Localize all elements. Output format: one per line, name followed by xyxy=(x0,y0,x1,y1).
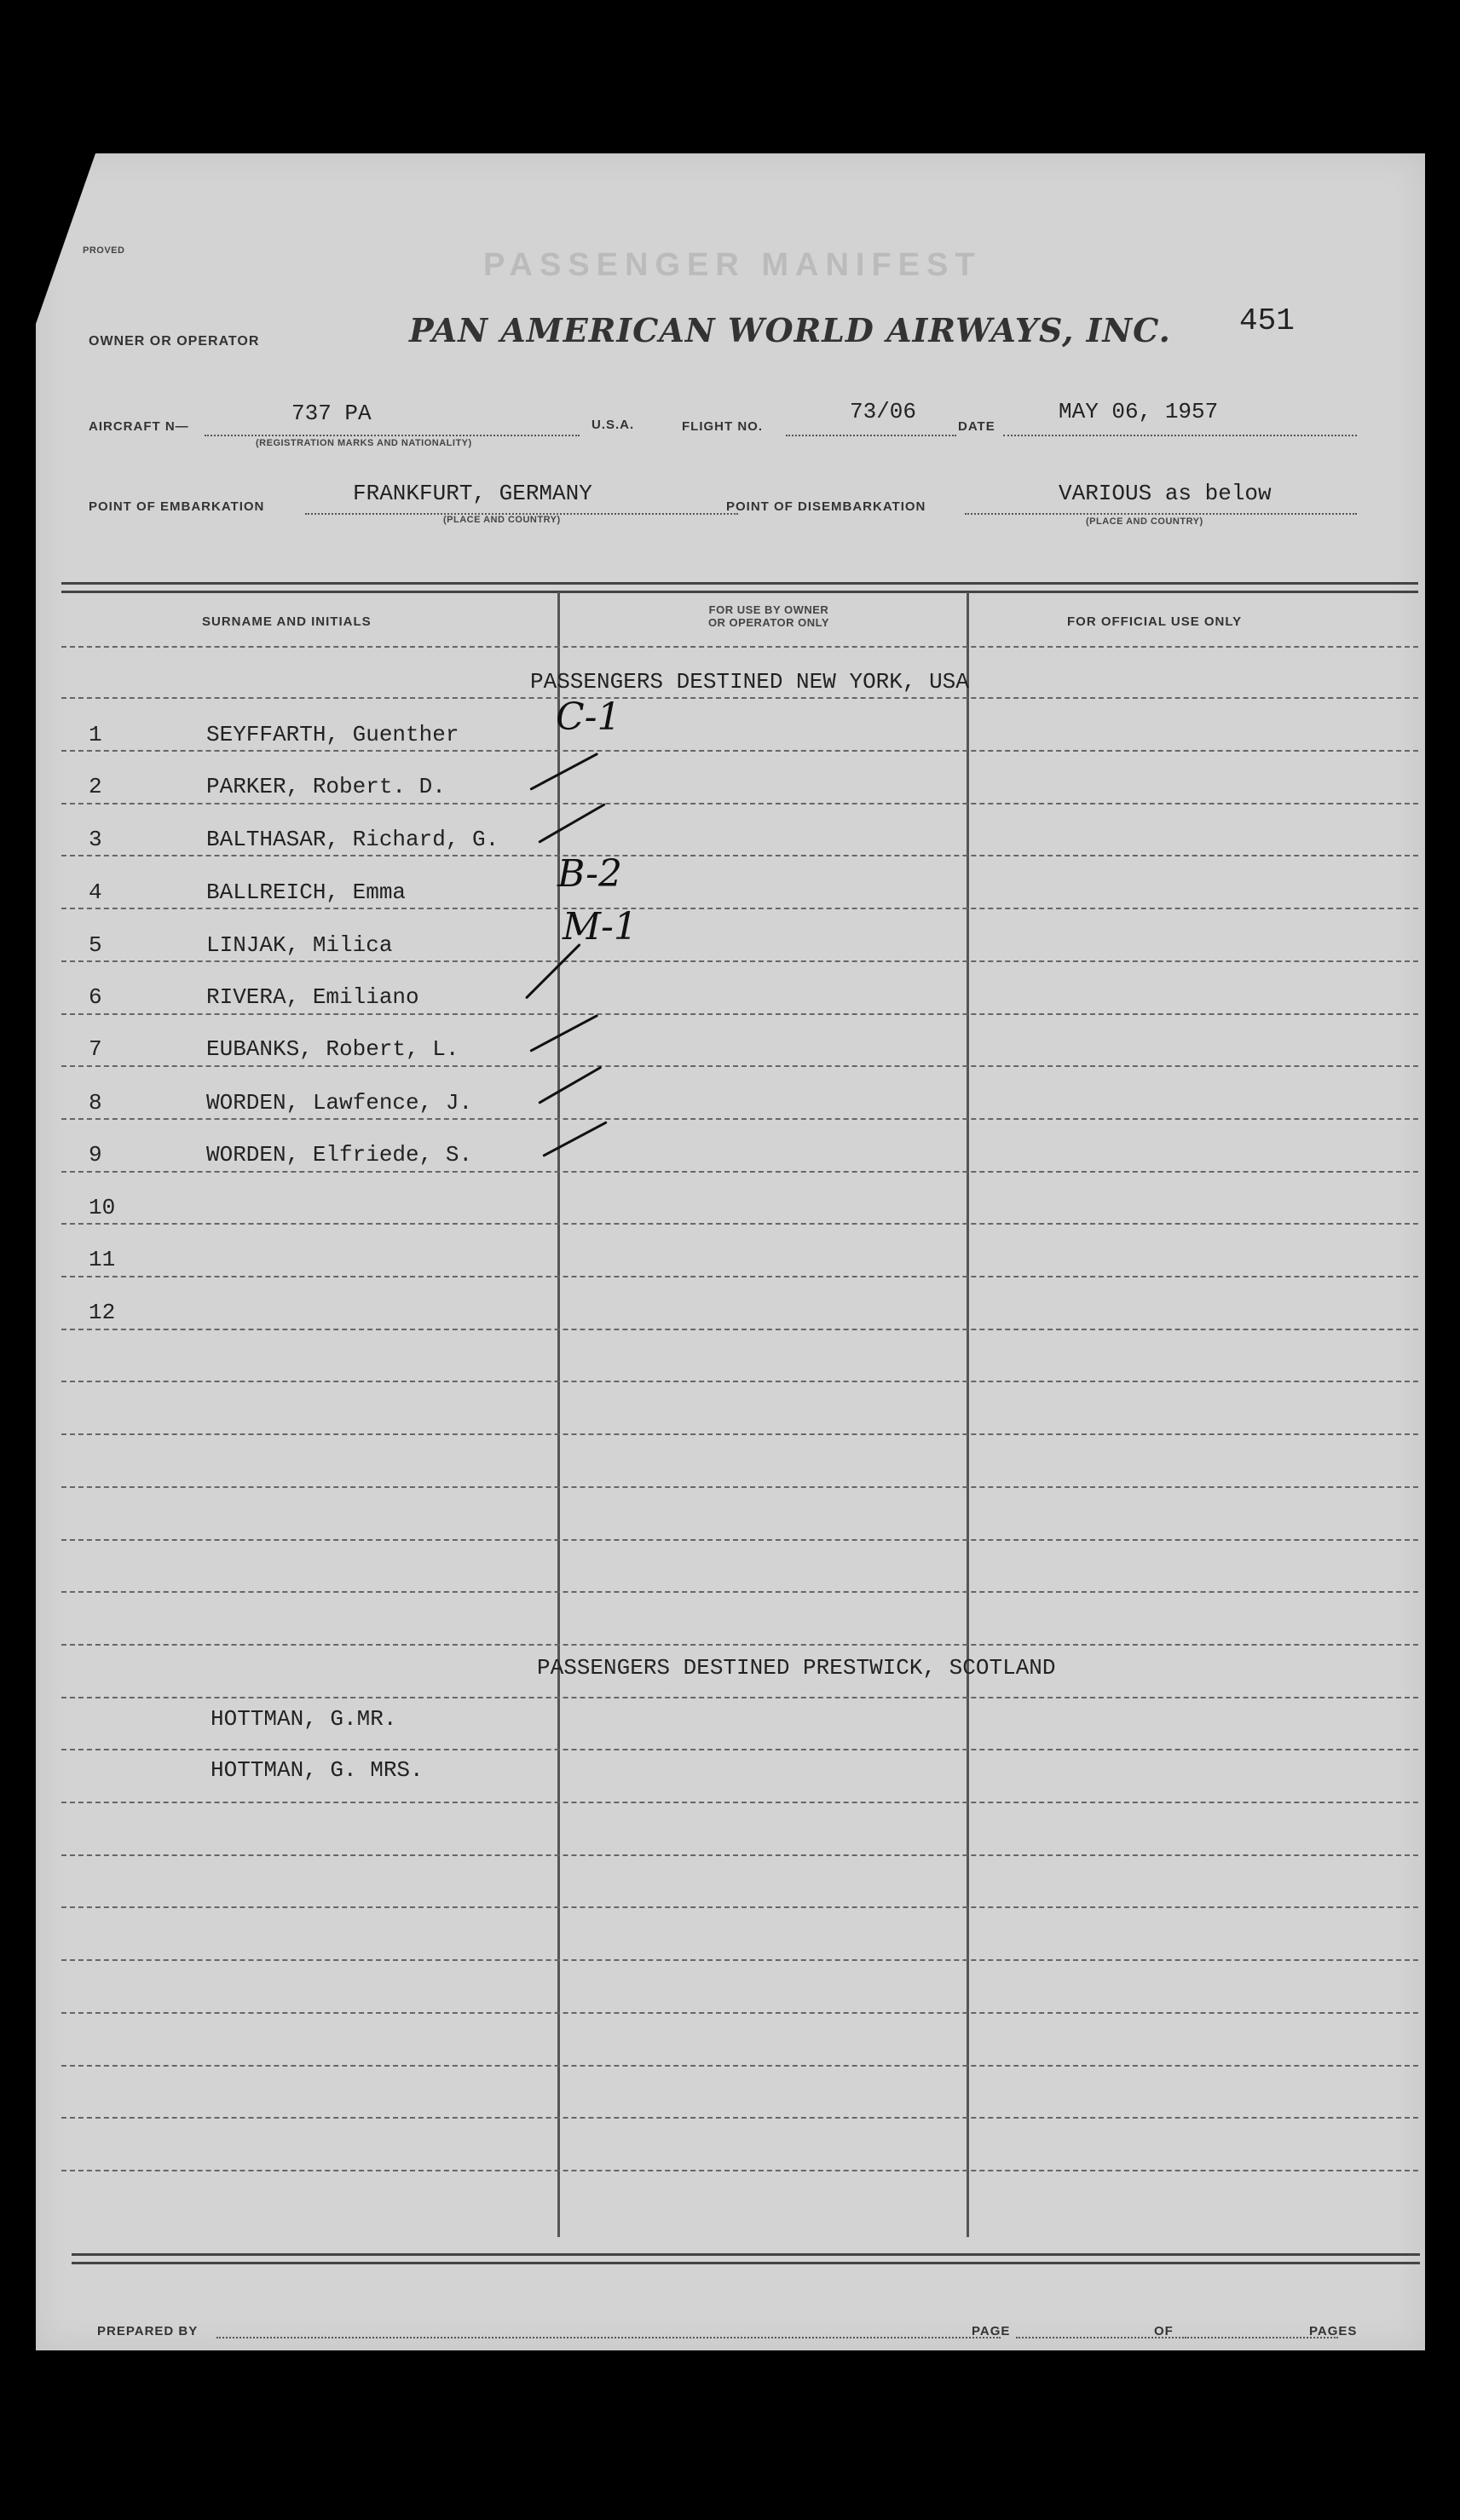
row-number: 8 xyxy=(89,1090,102,1116)
passenger-name: BALTHASAR, Richard, G. xyxy=(206,827,499,852)
col-owner-use-line2: OR OPERATOR ONLY xyxy=(707,616,830,629)
date-label: DATE xyxy=(958,419,995,434)
pages-label: PAGES xyxy=(1309,2324,1358,2338)
row-number: 10 xyxy=(89,1195,116,1220)
row-rule xyxy=(61,1433,1418,1435)
airline-name: PAN AMERICAN WORLD AIRWAYS, INC. xyxy=(409,311,1171,349)
row-number: 5 xyxy=(89,932,102,958)
check-mark xyxy=(538,1066,602,1104)
row-rule xyxy=(61,1644,1418,1646)
row-rule xyxy=(61,908,1418,909)
row-number: 2 xyxy=(89,774,102,799)
sheet-number: 451 xyxy=(1239,303,1295,338)
table-top-rule xyxy=(61,582,1418,593)
handwritten-mark: C-1 xyxy=(556,695,621,739)
row-rule xyxy=(61,2065,1418,2067)
row-rule xyxy=(61,1749,1418,1750)
passenger-name: SEYFFARTH, Guenther xyxy=(206,722,459,747)
passenger-name: BALLREICH, Emma xyxy=(206,879,407,905)
col-official-use: FOR OFFICIAL USE ONLY xyxy=(1067,614,1243,629)
table-bottom-rule xyxy=(72,2253,1420,2264)
embark-label: POINT OF EMBARKATION xyxy=(89,499,265,514)
passenger-name: EUBANKS, Robert, L. xyxy=(206,1036,459,1062)
row-rule xyxy=(61,1802,1418,1803)
row-rule xyxy=(61,1854,1418,1856)
row-rule xyxy=(61,1065,1418,1067)
row-rule xyxy=(61,960,1418,962)
row-rule xyxy=(61,1486,1418,1488)
manifest-sheet xyxy=(36,153,1425,2350)
row-rule xyxy=(61,2170,1418,2171)
flight-no-label: FLIGHT NO. xyxy=(682,419,763,434)
aircraft-sub: (REGISTRATION MARKS AND NATIONALITY) xyxy=(256,438,472,448)
row-rule xyxy=(61,1591,1418,1593)
disembark-sub: (PLACE AND COUNTRY) xyxy=(1086,516,1203,527)
embark-value: FRANKFURT, GERMANY xyxy=(353,481,592,506)
check-mark xyxy=(538,803,605,844)
disembark-label: POINT OF DISEMBARKATION xyxy=(726,499,926,514)
flight-no-value: 73/06 xyxy=(850,399,917,424)
prepared-by-label: PREPARED BY xyxy=(97,2324,199,2338)
passenger-name: HOTTMAN, G. MRS. xyxy=(211,1757,424,1783)
row-rule xyxy=(61,1381,1418,1382)
check-mark xyxy=(542,1121,607,1157)
row-number: 1 xyxy=(89,722,102,747)
row-number: 9 xyxy=(89,1142,102,1168)
form-title: PASSENGER MANIFEST xyxy=(483,247,982,283)
handwritten-mark: M-1 xyxy=(563,905,638,949)
passenger-name: LINJAK, Milica xyxy=(206,932,393,958)
column-divider-1 xyxy=(557,592,560,2237)
row-rule xyxy=(61,1171,1418,1173)
page-label: PAGE xyxy=(972,2324,1011,2338)
check-mark xyxy=(525,943,581,1000)
of-label: OF xyxy=(1154,2324,1174,2338)
handwritten-mark: B-2 xyxy=(557,852,623,896)
section-prestwick: PASSENGERS DESTINED PRESTWICK, SCOTLAND xyxy=(537,1655,1056,1681)
row-number: 12 xyxy=(89,1300,116,1325)
row-rule xyxy=(61,2117,1418,2119)
date-value: MAY 06, 1957 xyxy=(1059,399,1219,424)
aircraft-value: 737 PA xyxy=(291,401,372,426)
aircraft-label: AIRCRAFT N— xyxy=(89,419,189,434)
embark-sub: (PLACE AND COUNTRY) xyxy=(443,515,561,525)
approved-stamp: PROVED xyxy=(83,245,125,256)
passenger-name: WORDEN, Elfriede, S. xyxy=(206,1142,473,1168)
row-rule xyxy=(61,750,1418,752)
row-rule xyxy=(61,646,1418,648)
torn-corner xyxy=(36,153,95,324)
row-number: 4 xyxy=(89,879,102,905)
row-number: 3 xyxy=(89,827,102,852)
usa-label: U.S.A. xyxy=(592,418,635,432)
check-mark xyxy=(529,1014,598,1052)
check-mark xyxy=(529,753,598,791)
passenger-name: PARKER, Robert. D. xyxy=(206,774,446,799)
owner-label: OWNER OR OPERATOR xyxy=(89,334,260,349)
passenger-name: HOTTMAN, G.MR. xyxy=(211,1706,397,1732)
row-rule xyxy=(61,1276,1418,1277)
row-rule xyxy=(61,697,1418,699)
row-rule xyxy=(61,1013,1418,1015)
row-rule xyxy=(61,1539,1418,1541)
section-new-york: PASSENGERS DESTINED NEW YORK, USA xyxy=(530,669,969,695)
row-number: 11 xyxy=(89,1247,116,1272)
row-rule xyxy=(61,1697,1418,1698)
row-rule xyxy=(61,1118,1418,1120)
row-rule xyxy=(61,803,1418,804)
row-rule xyxy=(61,1223,1418,1225)
row-rule xyxy=(61,1959,1418,1961)
col-surname: SURNAME AND INITIALS xyxy=(202,614,372,629)
row-rule xyxy=(61,2012,1418,2014)
disembark-value: VARIOUS as below xyxy=(1059,481,1272,506)
row-rule xyxy=(61,1906,1418,1908)
row-number: 6 xyxy=(89,984,102,1010)
row-rule xyxy=(61,1329,1418,1330)
column-divider-2 xyxy=(967,592,969,2237)
col-owner-use xyxy=(667,603,871,629)
row-number: 7 xyxy=(89,1036,102,1062)
passenger-name: RIVERA, Emiliano xyxy=(206,984,419,1010)
col-owner-use-line1: FOR USE BY OWNER xyxy=(708,603,829,616)
row-rule xyxy=(61,855,1418,856)
passenger-name: WORDEN, Lawfence, J. xyxy=(206,1090,473,1116)
